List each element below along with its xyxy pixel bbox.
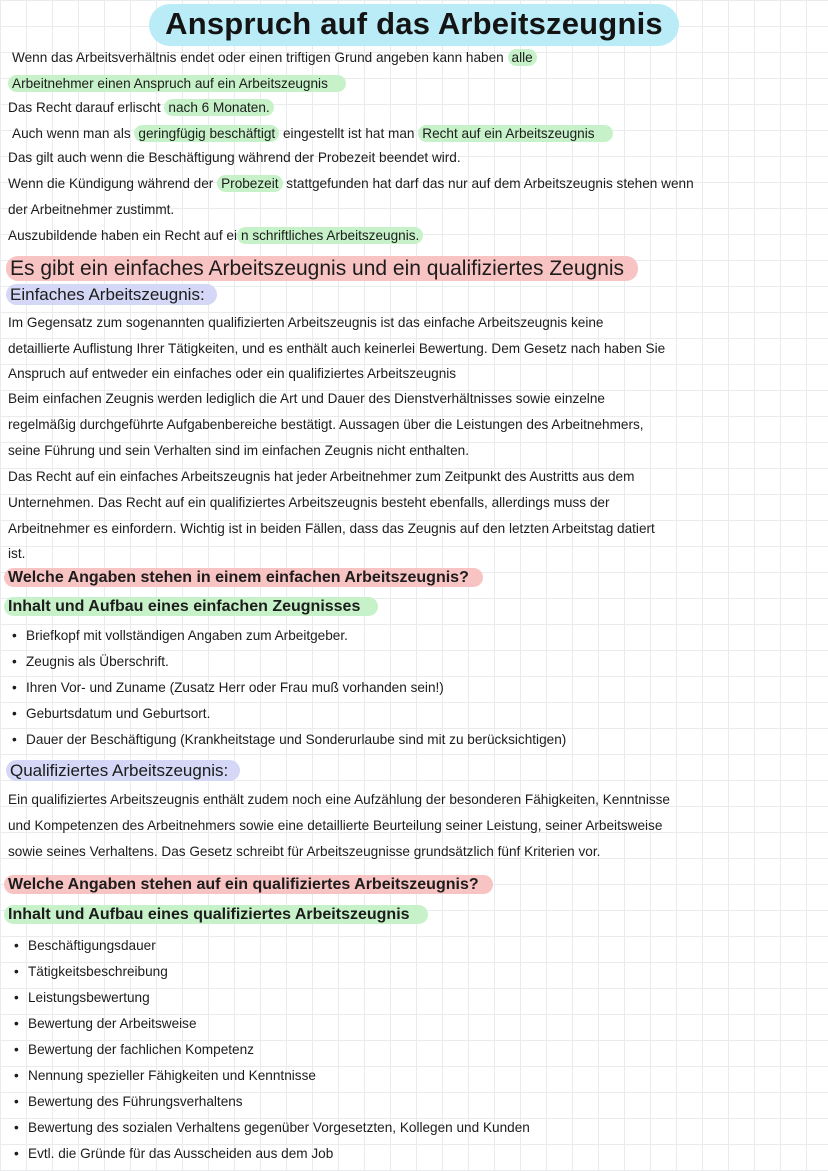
einfach-line-9: Arbeitnehmer es einfordern. Wichtig ist in beiden Fällen, dass das Zeugnis auf den letzten Arbeitstag datiert (8, 521, 655, 536)
qualifiziert-line-2: und Kompetenzen des Arbeitnehmers sowie eine detaillierte Beurteilung seiner Leistung, seiner Arbeitsweise (8, 818, 663, 833)
einfach-line-8: Unternehmen. Das Recht auf ein qualifiziertes Arbeitszeugnis besteht ebenfalls, allerdings muss der (8, 495, 610, 510)
einfach-line-4: Beim einfachen Zeugnis werden lediglich die Art und Dauer des Dienstverhältnisses sowie einzelne (8, 391, 605, 406)
list-item-text: Nennung spezieller Fähigkeiten und Kenntnisse (28, 1068, 316, 1083)
intro-line-4 (12, 124, 613, 144)
qualifiziert-heading-text: Qualifiziertes Arbeitszeugnis: (6, 760, 240, 781)
qualifiziert-line-1: Ein qualifiziertes Arbeitszeugnis enthält zudem noch eine Aufzählung der besonderen Fähigkeiten, Kenntnisse (8, 792, 670, 807)
list-item (12, 704, 210, 724)
bullet-icon: • (14, 1094, 19, 1109)
bullet-icon: • (14, 1016, 19, 1031)
intro-l6-text-a: Wenn die Kündigung während der (8, 176, 218, 191)
list-item (14, 1040, 254, 1060)
einfach-line-3: Anspruch auf entweder ein einfaches oder ein qualifiziertes Arbeitszeugnis (8, 366, 457, 381)
list-item (14, 1066, 316, 1086)
list-item (12, 730, 566, 750)
list-item-text: Geburtsdatum und Geburtsort. (26, 706, 211, 721)
page-title: Anspruch auf das Arbeitszeugnis (149, 4, 679, 46)
list-item-text: Ihren Vor- und Zuname (Zusatz Herr oder Frau muß vorhanden sein!) (26, 680, 444, 695)
bullet-icon: • (12, 654, 17, 669)
einfach-line-5: regelmäßig durchgeführte Aufgabenbereiche bestätigt. Aussagen über die Leistungen des Arbeitnehmers, (8, 417, 644, 432)
list-item (12, 626, 348, 646)
qualifiziert-line-3: sowie seines Verhaltens. Das Gesetz schreibt für Arbeitszeugnisse grundsätzlich fünf Kriterien vor. (8, 844, 601, 859)
intro-l4-highlight-b: Recht auf ein Arbeitszeugnis (418, 125, 612, 142)
einfach-line-1: Im Gegensatz zum sogenannten qualifizierten Arbeitszeugnis ist das einfache Arbeitszeugnis keine (8, 315, 604, 330)
list-item (14, 1144, 333, 1164)
list-item-text: Beschäftigungsdauer (28, 938, 156, 953)
einfach-line-10: ist. (8, 546, 26, 561)
title-wrap (0, 4, 828, 46)
list-item-text: Bewertung des Führungsverhaltens (28, 1094, 243, 1109)
list-item (14, 1014, 197, 1034)
bullet-icon: • (14, 1120, 19, 1135)
list-item (14, 936, 156, 956)
list-item-text: Bewertung der Arbeitsweise (28, 1016, 197, 1031)
intro-l6-text-b: stattgefunden hat darf das nur auf dem Arbeitszeugnis stehen wenn (282, 176, 694, 191)
intro-line-8 (8, 226, 423, 246)
list-item (12, 678, 444, 698)
list-item (14, 962, 168, 982)
intro-line-2 (12, 74, 346, 94)
einfach-question (8, 567, 483, 589)
intro-l2-highlight: Arbeitnehmer einen Anspruch auf ein Arbeitszeugnis (8, 75, 346, 92)
einfach-heading-text: Einfaches Arbeitszeugnis: (6, 284, 217, 305)
bullet-icon: • (14, 964, 19, 979)
qualifiziert-question-text: Welche Angaben stehen auf ein qualifiziertes Arbeitszeugnis? (4, 875, 493, 894)
list-item-text: Zeugnis als Überschrift. (26, 654, 169, 669)
bullet-icon: • (12, 732, 17, 747)
qualifiziert-content-heading-text: Inhalt und Aufbau eines qualifiziertes Arbeitszeugnis (4, 905, 428, 924)
list-item (12, 652, 169, 672)
list-item-text: Dauer der Beschäftigung (Krankheitstage und Sonderurlaube sind mit zu berücksichtigen) (26, 732, 567, 747)
list-item (14, 988, 150, 1008)
bullet-icon: • (14, 1042, 19, 1057)
bullet-icon: • (14, 990, 19, 1005)
bullet-icon: • (14, 938, 19, 953)
einfach-question-text: Welche Angaben stehen in einem einfachen Arbeitszeugnis? (4, 568, 483, 587)
intro-l1-text: Wenn das Arbeitsverhältnis endet oder einen triftigen Grund angeben kann haben (12, 50, 508, 65)
list-item-text: Evtl. die Gründe für das Ausscheiden aus dem Job (28, 1146, 334, 1161)
intro-l4-text-b: eingestellt ist hat man (279, 126, 419, 141)
intro-l3-highlight: nach 6 Monaten. (164, 99, 273, 116)
bullet-icon: • (12, 628, 17, 643)
intro-line-5: Das gilt auch wenn die Beschäftigung während der Probezeit beendet wird. (8, 150, 461, 165)
list-item-text: Bewertung der fachlichen Kompetenz (28, 1042, 254, 1057)
intro-l6-highlight: Probezeit (217, 175, 282, 192)
qualifiziert-content-heading (8, 904, 428, 926)
intro-line-7: der Arbeitnehmer zustimmt. (8, 202, 175, 217)
qualifiziert-heading (10, 759, 240, 783)
einfach-heading (10, 283, 217, 307)
einfach-content-heading (8, 596, 378, 618)
intro-l3-text: Das Recht darauf erlischt (8, 100, 165, 115)
intro-l4-highlight-a: geringfügig beschäftigt (134, 125, 279, 142)
list-item-text: Tätigkeitsbeschreibung (28, 964, 168, 979)
list-item-text: Bewertung des sozialen Verhaltens gegenüber Vorgesetzten, Kollegen und Kunden (28, 1120, 530, 1135)
bullet-icon: • (14, 1068, 19, 1083)
einfach-line-7: Das Recht auf ein einfaches Arbeitszeugnis hat jeder Arbeitnehmer zum Zeitpunkt des Austritts aus dem (8, 469, 635, 484)
bullet-icon: • (12, 706, 17, 721)
bullet-icon: • (14, 1146, 19, 1161)
intro-l8-highlight: n schriftliches Arbeitszeugnis. (237, 227, 423, 244)
qualifiziert-question (8, 874, 493, 896)
list-item (14, 1118, 530, 1138)
intro-l8-text: Auszubildende haben ein Recht auf ei (8, 228, 237, 243)
bullet-icon: • (12, 680, 17, 695)
list-item (14, 1092, 243, 1112)
intro-l1-highlight: alle (508, 49, 537, 66)
intro-line-6 (8, 174, 694, 194)
section-heading-text: Es gibt ein einfaches Arbeitszeugnis und ein qualifiziertes Zeugnis (6, 256, 638, 281)
list-item-text: Briefkopf mit vollständigen Angaben zum Arbeitgeber. (26, 628, 348, 643)
intro-l4-text-a: Auch wenn man als (12, 126, 135, 141)
list-item-text: Leistungsbewertung (28, 990, 150, 1005)
einfach-line-6: seine Führung und sein Verhalten sind im einfachen Zeugnis nicht enthalten. (8, 443, 469, 458)
intro-line-1 (12, 48, 537, 68)
section-heading (10, 256, 638, 282)
einfach-content-heading-text: Inhalt und Aufbau eines einfachen Zeugnisses (4, 597, 378, 616)
einfach-line-2: detaillierte Auflistung Ihrer Tätigkeiten, und es enthält auch keinerlei Bewertung. Dem Gesetz nach haben Sie (8, 341, 666, 356)
intro-line-3 (8, 98, 274, 118)
